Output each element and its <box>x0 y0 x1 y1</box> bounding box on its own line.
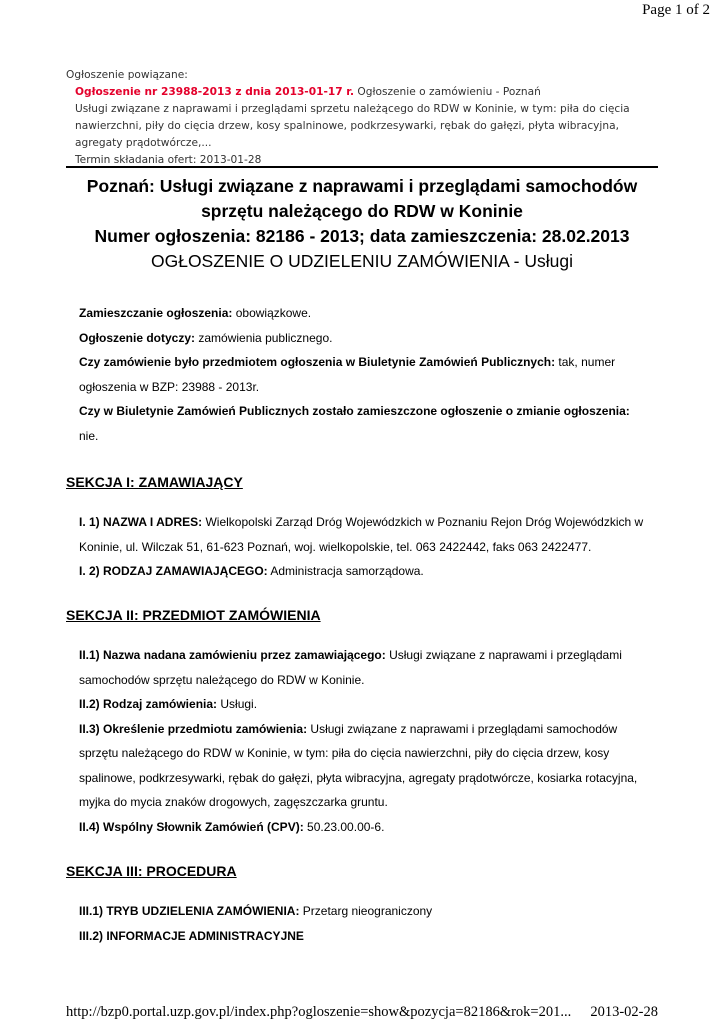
address-label: I. 1) NAZWA I ADRES: <box>79 515 203 529</box>
title-line-3: Numer ogłoszenia: 82186 - 2013; data zamieszczenia: 28.02.2013 <box>94 226 630 246</box>
authority-type-row <box>79 559 669 584</box>
notice-title <box>40 174 684 274</box>
related-notice <box>66 67 656 169</box>
order-scope-row <box>79 717 659 815</box>
address-row <box>79 510 669 559</box>
concerns-row <box>79 326 669 351</box>
procedure-mode-row <box>79 899 669 924</box>
order-kind-row <box>79 692 659 717</box>
concerns-label: Ogłoszenie dotyczy: <box>79 330 196 345</box>
related-link-line <box>75 84 656 101</box>
bzp-label: Czy zamówienie było przedmiotem ogłoszenia w Biuletynie Zamówień Publicznych: <box>79 355 556 369</box>
related-description: Usługi związane z naprawami i przeglądami sprzetu należącego do RDW w Koninie, w tym: piła do cięcia nawierzchni, piły do cięcia drzew, kosy spalninowe, podkrzesywarki, rębak do gałęzi, płyta wibracyjna, agregaty prądotwórcze,... <box>75 103 630 149</box>
bzp-value: tak, numer ogłoszenia w BZP: 23988 - 2013r. <box>79 355 616 394</box>
order-scope-label: II.3) Określenie przedmiotu zamówienia: <box>79 721 308 736</box>
section-3-body <box>79 899 669 948</box>
cpv-value: 50.23.00.00-6. <box>303 819 385 834</box>
placement-value: obowiązkowe. <box>232 306 312 320</box>
placement-label: Zamieszczanie ogłoszenia: <box>79 306 233 320</box>
related-notice-link[interactable]: Ogłoszenie nr 23988-2013 z dnia 2013-01-17 r. <box>75 86 355 98</box>
order-name-row <box>79 643 659 692</box>
section-1-title: SEKCJA I: ZAMAWIAJĄCY <box>66 474 243 490</box>
cpv-label: II.4) Wspólny Słownik Zamówień (CPV): <box>79 819 304 834</box>
footer-url: http://bzp0.portal.uzp.gov.pl/index.php?ogloszenie=show&pozycja=82186&rok=201... <box>66 1004 572 1020</box>
change-value: nie. <box>79 428 99 443</box>
related-deadline: Termin składania ofert: 2013-01-28 <box>75 154 262 166</box>
change-label: Czy w Biuletynie Zamówień Publicznych zostało zamieszczone ogłoszenie o zmianie ogłoszenia: <box>79 404 630 418</box>
section-1-body <box>79 510 669 584</box>
section-3-title: SEKCJA III: PROCEDURA <box>66 863 237 879</box>
bzp-row <box>79 350 669 399</box>
procedure-mode-value: Przetarg nieograniczony <box>299 904 433 918</box>
order-kind-value: Usługi. <box>217 697 258 711</box>
section-2-body <box>79 643 659 839</box>
placement-row <box>79 301 669 326</box>
page-indicator: Page 1 of 2 <box>642 2 710 18</box>
title-line-1: Poznań: Usługi związane z naprawami i przeglądami samochodów <box>86 176 638 196</box>
related-link-suffix: Ogłoszenie o zamówieniu - Poznań <box>354 86 541 98</box>
authority-type-value: Administracja samorządowa. <box>267 564 424 578</box>
related-label: Ogłoszenie powiązane: <box>66 69 188 81</box>
title-line-4: OGŁOSZENIE O UDZIELENIU ZAMÓWIENIA - Usługi <box>150 251 573 271</box>
address-value: Wielkopolski Zarząd Dróg Wojewódzkich w Poznaniu Rejon Dróg Wojewódzkich w Koninie, ul. Wilczak 51, 61-623 Poznań, woj. wielkopolskie, tel. 063 2422442, faks 063 2422477. <box>79 515 644 554</box>
cpv-row <box>79 815 659 840</box>
footer-date: 2013-02-28 <box>590 1004 658 1020</box>
order-kind-label: II.2) Rodzaj zamówienia: <box>79 697 218 711</box>
title-line-2: sprzętu należącego do RDW w Koninie <box>201 201 523 221</box>
order-name-label: II.1) Nazwa nadana zamówieniu przez zamawiającego: <box>79 648 386 662</box>
order-scope-value: Usługi związane z naprawami i przeglądami samochodów sprzętu należącego do RDW w Koninie, w tym: piła do cięcia nawierzchni, piły do cięcia drzew, kosy spalinowe, podkrzesywarki, rębak do gałęzi, płyta wibracyjna, agregaty prądotwórcze, kosiarka rotacyjna, myjka do mycia znaków drogowych, zagęszczarka gruntu. <box>79 721 638 809</box>
concerns-value: zamówienia publicznego. <box>195 330 333 345</box>
authority-type-label: I. 2) RODZAJ ZAMAWIAJĄCEGO: <box>79 564 268 578</box>
notice-basics <box>79 301 669 448</box>
admin-info-label: III.2) INFORMACJE ADMINISTRACYJNE <box>79 928 304 943</box>
divider <box>66 166 658 168</box>
procedure-mode-label: III.1) TRYB UDZIELENIA ZAMÓWIENIA: <box>79 904 300 918</box>
order-name-value: Usługi związane z naprawami i przeglądami samochodów sprzętu należącego do RDW w Koninie. <box>79 648 622 687</box>
section-2-title: SEKCJA II: PRZEDMIOT ZAMÓWIENIA <box>66 607 321 623</box>
